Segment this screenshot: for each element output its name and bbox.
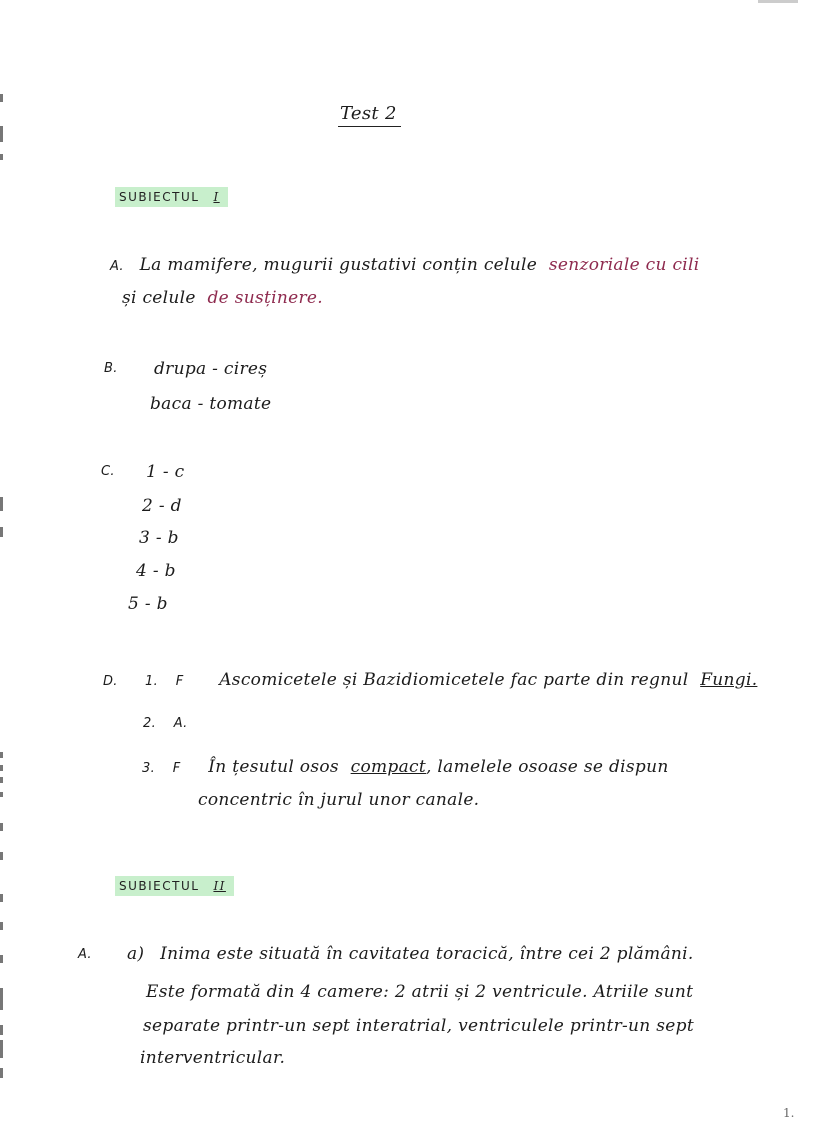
- section-heading-subject-2: [115, 876, 234, 896]
- section-roman-numeral: I: [213, 190, 220, 204]
- subitem-a-line-1: [127, 944, 694, 964]
- margin-mark: [0, 527, 3, 537]
- item-label: A.: [110, 259, 124, 274]
- item-label: D.: [103, 674, 118, 689]
- margin-mark: [0, 154, 3, 160]
- item-label: B.: [104, 361, 118, 376]
- item-a-line-1: [110, 255, 699, 275]
- answer-text: La mamifere, mugurii gustativi conțin celule: [139, 255, 538, 275]
- list-item-d3-line-2: concentric în jurul unor canale.: [198, 790, 480, 810]
- margin-mark: [0, 777, 3, 783]
- margin-mark: [0, 1025, 3, 1035]
- answer-text: În țesutul osos: [208, 757, 339, 777]
- margin-mark: [0, 126, 3, 142]
- item-a-line-2: [122, 288, 323, 308]
- list-item: 5 - b: [128, 594, 168, 614]
- answer-text-underlined: Fungi.: [700, 670, 758, 690]
- answer-line: interventricular.: [140, 1048, 286, 1068]
- margin-mark: [0, 497, 3, 511]
- section-roman-numeral: II: [213, 879, 226, 893]
- margin-mark: [0, 792, 3, 797]
- scan-artifact: [758, 0, 798, 3]
- margin-mark: [0, 823, 3, 831]
- margin-mark: [0, 922, 3, 930]
- list-item-d1: [145, 670, 757, 690]
- answer-text-underlined: compact: [350, 757, 426, 777]
- page-title: Test 2: [338, 103, 401, 127]
- list-item: baca - tomate: [150, 394, 272, 414]
- item-number: 3.: [142, 761, 156, 776]
- item-label: C.: [101, 464, 115, 479]
- margin-mark: [0, 894, 3, 902]
- page-number: 1.: [783, 1106, 795, 1120]
- list-item: 3 - b: [139, 528, 179, 548]
- answer-text-red: de susținere.: [207, 288, 323, 308]
- margin-mark: [0, 1040, 3, 1058]
- list-item-d3: [142, 757, 669, 777]
- answer-line: separate printr-un sept interatrial, ventriculele printr-un sept: [143, 1016, 694, 1036]
- item-answer: A.: [173, 716, 188, 731]
- item-answer: F: [172, 761, 181, 776]
- margin-mark: [0, 765, 3, 771]
- section-heading-text: SUBIECTUL: [119, 190, 200, 204]
- margin-mark: [0, 988, 3, 1010]
- section-heading-text: SUBIECTUL: [119, 879, 200, 893]
- item-number: 1.: [145, 674, 159, 689]
- answer-text: și celule: [122, 288, 196, 308]
- item-answer: F: [175, 674, 184, 689]
- answer-text-red: senzoriale cu cili: [548, 255, 700, 275]
- list-item: 4 - b: [136, 561, 176, 581]
- item-number: 2.: [143, 716, 157, 731]
- list-item: 2 - d: [142, 496, 182, 516]
- list-item: drupa - cireș: [154, 359, 268, 379]
- answer-text: Inima este situată în cavitatea toracică, între cei 2 plămâni.: [160, 944, 694, 964]
- list-item-d2: [143, 712, 188, 732]
- margin-mark: [0, 94, 3, 102]
- answer-text: , lamelele osoase se dispun: [425, 757, 669, 777]
- answer-line: Este formată din 4 camere: 2 atrii și 2 ventricule. Atriile sunt: [146, 982, 694, 1002]
- margin-mark: [0, 852, 3, 860]
- item-label: A.: [78, 947, 92, 962]
- list-item: 1 - c: [146, 462, 185, 482]
- subitem-label: a): [127, 944, 145, 964]
- margin-mark: [0, 752, 3, 758]
- answer-text: Ascomicetele și Bazidiomicetele fac parte din regnul: [219, 670, 689, 690]
- margin-mark: [0, 955, 3, 963]
- margin-mark: [0, 1068, 3, 1078]
- section-heading-subject-1: [115, 187, 228, 207]
